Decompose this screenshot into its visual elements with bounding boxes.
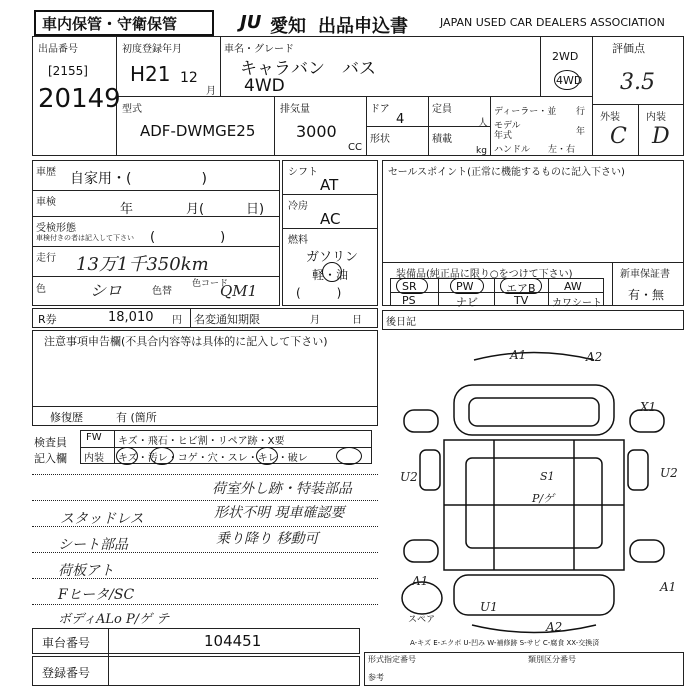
recycle-value: 18,010 [108,310,154,325]
exam-sub: 車検付きの者は記入して下さい [36,234,134,242]
interior-label: 内装 [646,112,666,123]
registration-label: 初度登録年月 [122,44,182,55]
aircon-value: AC [320,210,341,228]
equip-aw: AW [564,280,582,293]
recycle-label: R券 [38,313,57,326]
storage-stamp-text: 車内保管・守衛保管 [42,15,178,33]
dealer-l8: 左・右 [548,145,576,155]
ju-logo: JU [240,12,262,33]
repair-value: 有 (箇所 [116,411,157,424]
repair-label: 修復歴 [50,411,83,424]
inspector-fw-items: キズ・飛石・ヒビ割・リペア跡・X要 [118,436,285,447]
load-unit: kg [476,146,487,156]
fuel-circle [322,262,342,282]
damage-mark-right: U2 [660,466,678,480]
equip-navi: ナビ [456,296,478,309]
drive-4wd: 4WD [556,74,583,87]
load-label: 積載 [432,134,452,145]
capacity-unit: 人 [478,118,488,129]
note-line-1: 荷室外し跡・特装部品 [212,481,352,497]
ownership-label: 名変通知期限 [194,313,260,326]
damage-mark-center-2: P/ゲ [532,492,555,505]
history-label: 車歴 [36,167,56,178]
damage-mark-front-right: A2 [586,350,603,364]
shift-label: シフト [288,167,318,178]
chassis-label: 車台番号 [42,636,91,650]
inspection-label: 車検 [36,197,56,208]
color-value: シロ [90,281,123,300]
warranty-value: 有・無 [628,288,665,302]
equip-pw: PW [456,280,474,293]
model-value: ADF-DWMGE25 [140,122,256,140]
car-name-label: 車名・グレード [224,44,294,55]
inspector-interior: 内装 [84,453,104,464]
equip-wheelchair-seat: カワシート [552,298,602,309]
note-line-3: 乗り降り 移動可 [216,531,319,547]
dealer-l6: 年 [576,127,586,137]
note-line-2: 形状不明 現車確認要 [214,505,345,521]
shape-label: 形状 [370,134,390,145]
recycle-unit: 円 [172,315,182,326]
doors-value: 4 [396,112,405,127]
lot-label: 出品番号 [38,44,78,55]
equipment-label: 装備品(純正品に限り○をつけて下さい) [396,269,573,280]
damage-mark-left: U2 [400,470,418,484]
inspector-interior-items: キズ・汚レ・コゲ・穴・スレ・キレ・破レ [118,453,308,464]
note-left-2: シート部品 [58,537,128,553]
registration-era: H21 [130,62,171,86]
fuel-value: ガソリン [306,250,359,265]
rear-box [382,310,684,330]
damage-mark-front-left: A1 [510,348,527,362]
class-number-label: 類別区分番号 [528,655,576,664]
registration-month: 12 [180,70,198,86]
equip-ps: PS [402,294,416,307]
interior-grade: D [652,124,670,149]
dealer-l1: ディーラー・並 [494,107,557,117]
aircon-label: 冷房 [288,201,308,212]
damage-mark-rear-u1: U1 [480,600,498,614]
fuel-label: 燃料 [288,235,308,246]
damage-mark-side-x1: X1 [640,400,657,414]
car-grade: 4WD [244,76,285,96]
displacement-label: 排気量 [280,104,310,115]
drive-4wd-circle [554,70,583,90]
inspection-year: 年 [120,202,134,217]
equip-sr: SR [402,280,417,293]
exterior-grade: C [610,124,627,149]
equip-tv: TV [514,294,529,307]
inspection-month: 月( [186,202,205,217]
color-code: QM1 [220,282,258,300]
history-value: 自家用・( ) [70,171,207,187]
item-circle-3 [256,447,278,465]
sales-point-label: セールスポイント(正常に機能するものに記入下さい) [388,167,625,178]
inspection-day: 日) [246,202,265,217]
damage-mark-rear-right: A1 [660,580,677,594]
note-left-1: スタッドレス [60,511,144,527]
item-circle-1 [116,447,138,465]
lot-sub: [2155] [48,64,88,78]
warranty-label: 新車保証書 [620,269,670,280]
color-swap-label: 色替 [152,286,172,297]
exam-label: 受検形態 [36,223,76,234]
item-circle-4 [336,447,362,465]
ownership-day: 日 [352,315,362,326]
inspector-fw: FW [86,432,102,443]
lot-number: 20149 [38,84,121,114]
item-circle-2 [150,447,174,465]
form-title: 出品申込書 [318,16,408,37]
equip-airbag-circle [500,278,542,294]
dealer-l2: 行 [576,107,586,117]
score-label: 評価点 [612,42,645,55]
inspector-label-2: 記入欄 [34,452,67,465]
displacement-value: 3000 [296,122,337,141]
fuel-paren: ( ) [296,286,342,300]
chassis-value: 104451 [204,632,262,650]
exam-paren: ( ) [150,230,226,245]
equip-sr-circle [396,278,428,294]
model-label: 型式 [122,104,142,115]
color-code-label: 色コード [192,279,229,289]
score-value: 3.5 [620,70,655,95]
registration-month-unit: 月 [206,86,216,97]
doors-label: ドア [370,104,390,115]
ownership-month: 月 [310,315,320,326]
note-left-4: Fヒータ/SC [58,587,135,603]
car-name: キャラバン バス [240,59,376,79]
equip-pw-circle [450,278,484,294]
dealer-l3: モデル [494,121,521,131]
note-left-3: 荷板アト [58,563,114,579]
capacity-label: 定員 [432,104,452,115]
equip-airbag: エアB [506,282,536,295]
association-name: JAPAN USED CAR DEALERS ASSOCIATION [440,16,665,29]
dealer-l7: ハンドル [494,145,531,155]
color-label: 色 [36,284,46,295]
reference-label: 参考 [368,673,384,682]
spare-label: スペア [408,615,436,625]
logo-text: 愛知 [270,16,306,37]
note-left-5: ボディALo P/ゲ テ [58,612,170,627]
mileage-label: 走行 [36,253,56,264]
damage-mark-rear-a2: A2 [546,620,563,634]
fuel-sub: 軽・油 [312,268,349,282]
notes-label: 注意事項申告欄(不具合内容等は具体的に記入して下さい) [44,335,328,348]
damage-mark-rear-left: A1 [412,574,429,588]
exterior-label: 外装 [600,112,620,123]
rear-label: 後日記 [386,317,416,328]
inspector-label-1: 検査員 [34,436,67,449]
dealer-l5: 年式 [494,131,513,141]
shift-value: AT [320,176,339,194]
damage-mark-center: S1 [540,470,555,483]
reg-number-label: 登録番号 [42,666,91,680]
drive-2wd: 2WD [552,50,579,63]
type-designation-label: 形式指定番号 [368,655,416,664]
displacement-unit: CC [348,142,362,153]
mileage-value: 13万1千350km [76,254,209,275]
damage-legend: A-キズ E-エクボ U-凹み W-補修跡 S-サビ C-腐食 XX-交換済 [410,639,600,647]
